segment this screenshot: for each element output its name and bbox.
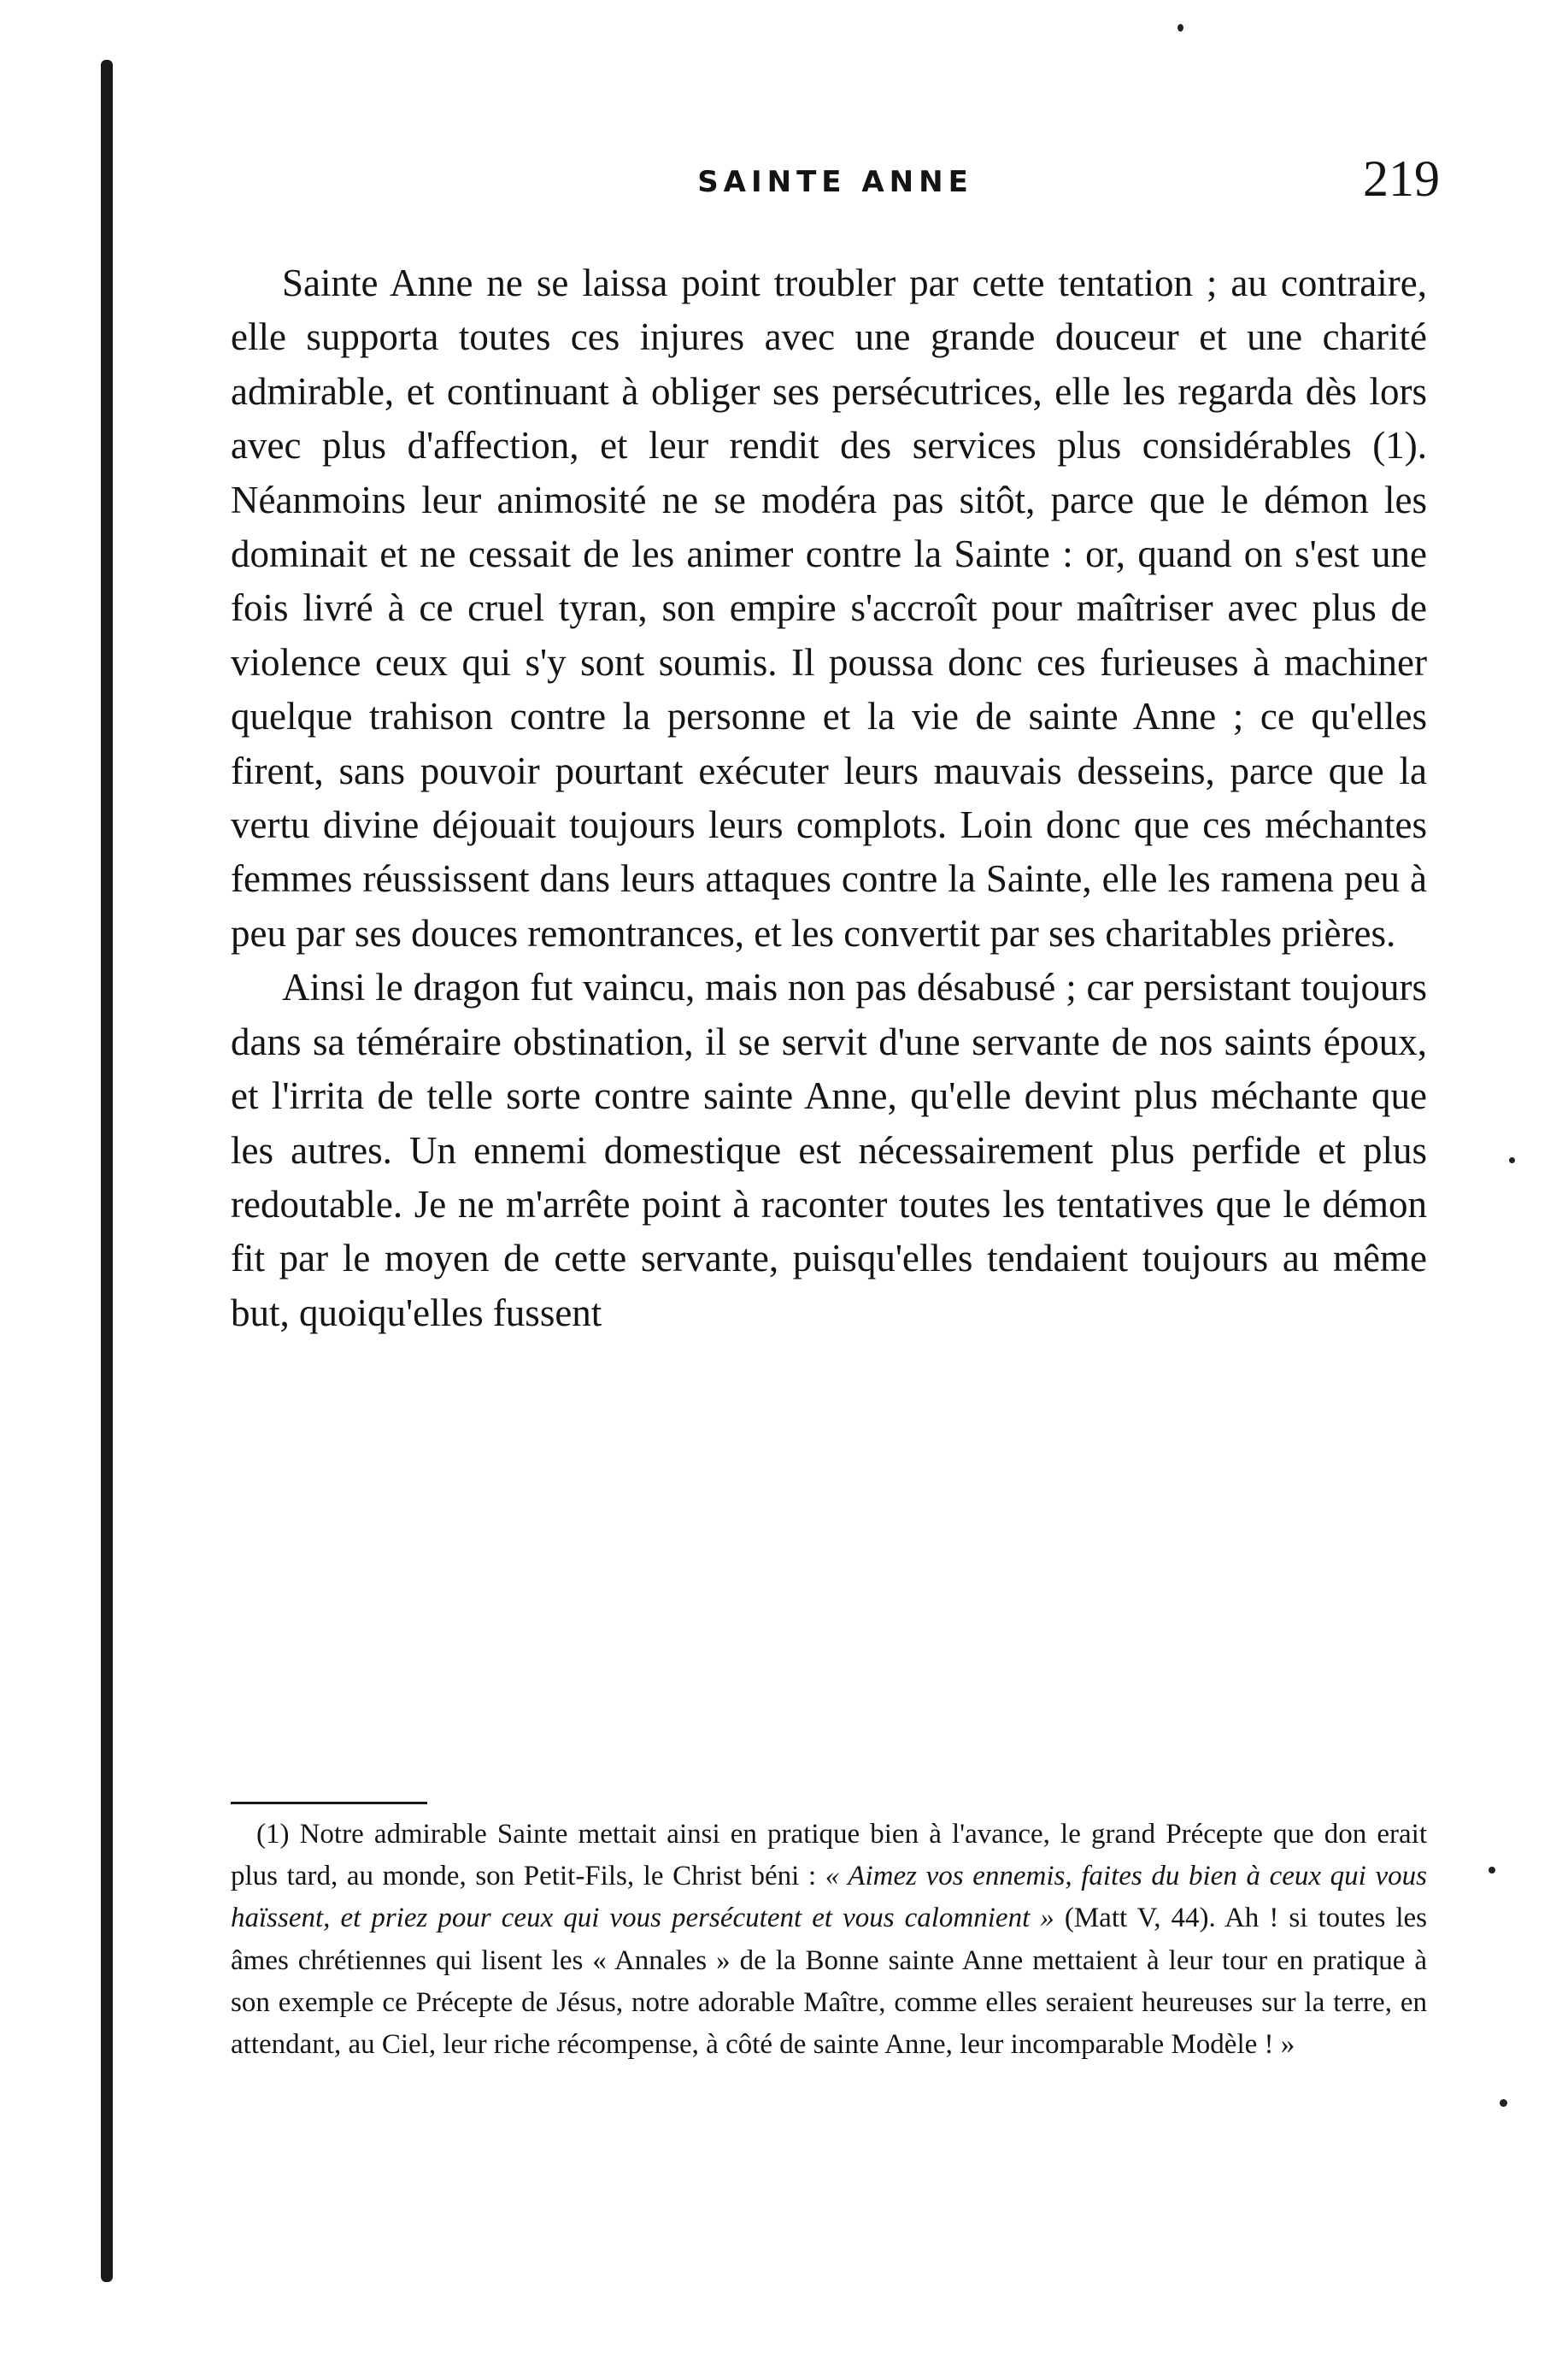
footnote-separator (231, 1802, 427, 1804)
footnote-text: (Matt V, 44). Ah ! si toutes les âmes chrétiennes qui lisent les « Annales » de la Bonne sainte Anne mettaient à leur tour en pratique à son exemple ce Précepte de Jésus, notre adorable Maître, comme elles seraient heureuses sur la terre, en attendant, au Ciel, leur riche récompense, à côté de sainte Anne, leur incomparable Modèle ! » (231, 1903, 1427, 2061)
page-number: 219 (1363, 150, 1440, 207)
ink-speck (1489, 1867, 1495, 1874)
ink-speck (1177, 24, 1183, 32)
paragraph: Ainsi le dragon fut vaincu, mais non pas désabusé ; car persistant toujours dans sa téméraire obstination, il se servit d'une servante de nos saints époux, et l'irrita de telle sorte contre sainte Anne, qu'elle devint plus méchante que les autres. Un ennemi domestique est nécessairement plus perfide et plus redoutable. Je ne m'arrête point à raconter toutes les tentatives que le démon fit par le moyen de cette servante, puisqu'elles tendaient toujours au même but, quoiqu'elles fussent (231, 966, 1427, 1334)
main-text (231, 256, 1427, 1340)
running-title: SAINTE ANNE (697, 165, 973, 199)
page-header (231, 150, 1440, 235)
footnote-quote: « Aimez vos ennemis, faites du bien à ceux qui vous haïssent, et priez pour ceux qui vous persécutent et vous calomnient » (231, 1861, 1427, 1934)
footnote-paragraph (231, 1814, 1427, 2066)
paragraph: Sainte Anne ne se laissa point troubler par cette tentation ; au contraire, elle supporta toutes ces injures avec une grande douceur et une charité admirable, et continuant à obliger ses persécutrices, elle les regarda dès lors avec plus d'affection, et leur rendit des services plus considérables (1). Néanmoins leur animosité ne se modéra pas sitôt, parce que le démon les dominait et ne cessait de les animer contre la Sainte : or, quand on s'est une fois livré à ce cruel tyran, son empire s'accroît pour maîtriser avec plus de violence ceux qui s'y sont soumis. Il poussa donc ces furieuses à machiner quelque trahison contre la personne et la vie de sainte Anne ; ce qu'elles firent, sans pouvoir pourtant exécuter leurs mauvais desseins, parce que la vertu divine déjouait toujours leurs complots. Loin donc que ces méchantes femmes réussissent dans leurs attaques contre la Sainte, elle les ramena peu à peu par ses douces remontrances, et les convertit par ses charitables prières. (231, 262, 1427, 955)
page-binding-edge (101, 60, 113, 2282)
ink-speck (1500, 2099, 1507, 2107)
ink-speck (1509, 1157, 1515, 1163)
footnote (231, 1814, 1427, 2066)
footnote-text: (1) Notre admirable Sainte mettait ainsi en pratique bien à l'avance, le grand Précepte que don erait plus tard, au monde, son Petit-Fils, le Christ béni : (231, 1819, 1427, 1892)
